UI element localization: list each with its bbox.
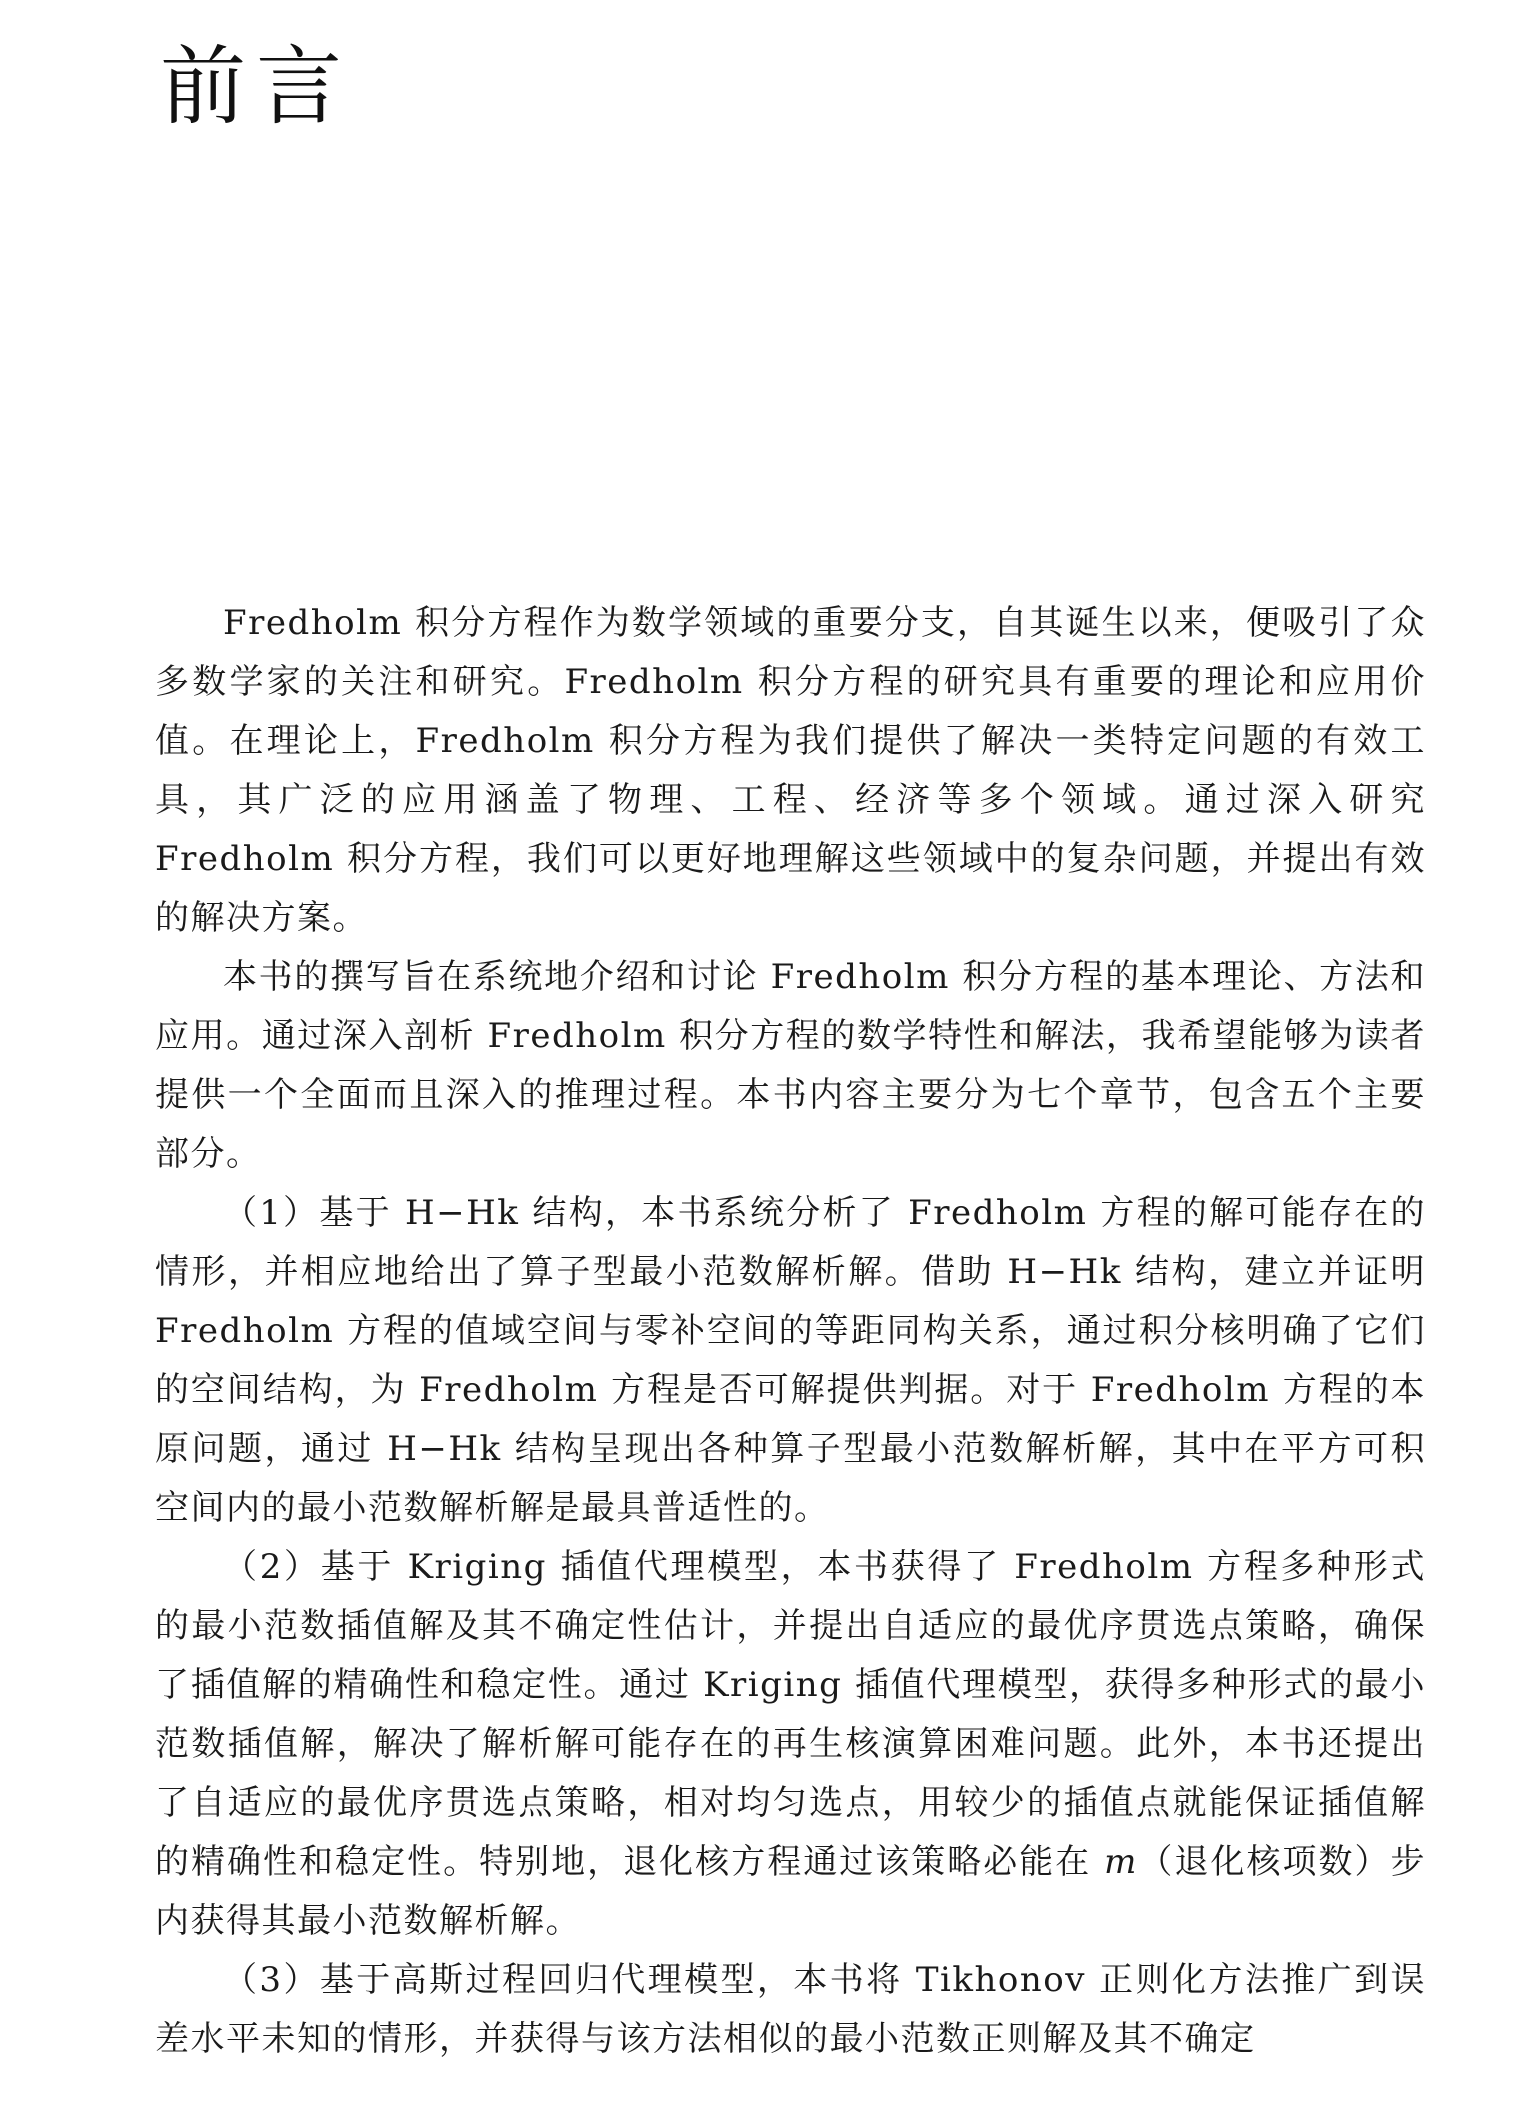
paragraph-part-1: （1）基于 H−Hk 结构，本书系统分析了 Fredholm 方程的解可能存在的情形，并相应地给出了算子型最小范数解析解。借助 H−Hk 结构，建立并证明 Fredholm 方程的值域空间与零补空间的等距同构关系，通过积分核明确了它们的空间结构，为 Fredholm 方程是否可解提供判据。对于 Fredholm 方程的本原问题，通过 H−Hk 结构呈现出各种算子型最小范数解析解，其中在平方可积空间内的最小范数解析解是最具普适性的。 [155, 1193, 1426, 1528]
paragraph-intro: Fredholm 积分方程作为数学领域的重要分支，自其诞生以来，便吸引了众多数学家的关注和研究。Fredholm 积分方程的研究具有重要的理论和应用价值。在理论上，Fredholm 积分方程为我们提供了解决一类特定问题的有效工具，其广泛的应用涵盖了物理、工程、经济等多个领域。通过深入研究 Fredholm 积分方程，我们可以更好地理解这些领域中的复杂问题，并提出有效的解决方案。 [155, 603, 1426, 938]
paragraph-part-2-text-b: （退化核项数）步内获得其最小范数解析解。 [155, 1842, 1427, 1941]
preface-body [155, 594, 1426, 2069]
page-title: 前言 [160, 37, 352, 137]
paragraph-part-3: （3）基于高斯过程回归代理模型，本书将 Tikhonov 正则化方法推广到误差水平未知的情形，并获得与该方法相似的最小范数正则解及其不确定 [155, 1960, 1426, 2059]
paragraph-part-2-text-a: （2）基于 Kriging 插值代理模型，本书获得了 Fredholm 方程多种形式的最小范数插值解及其不确定性估计，并提出自适应的最优序贯选点策略，确保了插值解的精确性和稳定性。通过 Kriging 插值代理模型，获得多种形式的最小范数插值解，解决了解析解可能存在的再生核演算困难问题。此外，本书还提出了自适应的最优序贯选点策略，相对均匀选点，用较少的插值点就能保证插值解的精确性和稳定性。特别地，退化核方程通过该策略必能在 [155, 1547, 1426, 1882]
variable-m: m [1104, 1842, 1138, 1882]
paragraph-part-2 [155, 1538, 1426, 1951]
paragraph-purpose: 本书的撰写旨在系统地介绍和讨论 Fredholm 积分方程的基本理论、方法和应用。通过深入剖析 Fredholm 积分方程的数学特性和解法，我希望能够为读者提供一个全面而且深入的推理过程。本书内容主要分为七个章节，包含五个主要部分。 [155, 957, 1426, 1174]
